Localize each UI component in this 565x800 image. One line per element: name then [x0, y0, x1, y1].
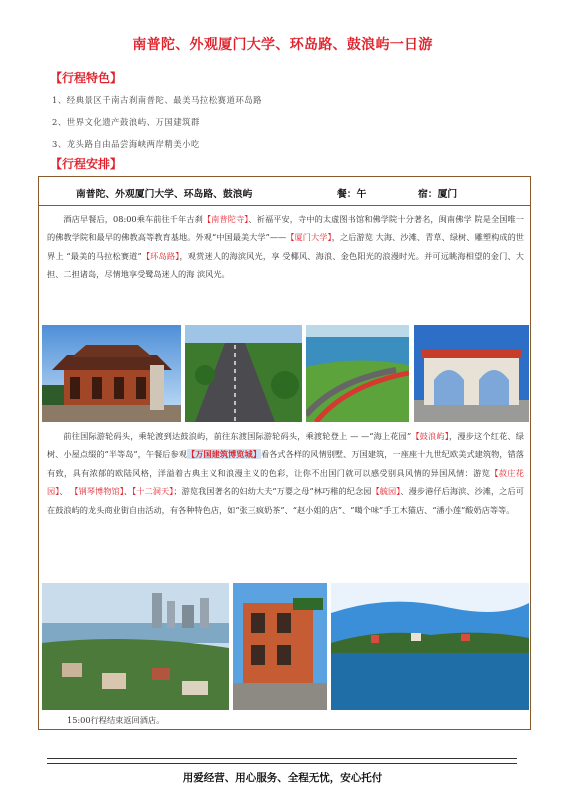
- coastal-road-photo: [185, 325, 302, 422]
- schedule-heading: 【行程安排】: [50, 157, 123, 171]
- itinerary-box: [38, 176, 531, 730]
- feature-item: 3、龙头路自由品尝海峡两岸精美小吃: [52, 139, 200, 149]
- paragraph-text: ，漫步这个红花、绿树、小屋点缀的“半等岛”，午餐后参观: [47, 431, 524, 460]
- highlighted-attraction: 【钢琴博物馆】: [70, 486, 124, 497]
- stay-info: 宿：厦门: [418, 189, 458, 200]
- paragraph-text: 、漫步港仔后海滨、沙滩，之后可在鼓浪屿的龙头商业街自由活动，有各种特色店，如“张三疯奶茶”、“赵小姐的店”、“噶个味”手工木猫店、“潘小莲”酸奶店等等。: [47, 486, 524, 515]
- paragraph-text: 、: [59, 486, 71, 497]
- itinerary-paragraph-afternoon: [47, 427, 524, 519]
- itinerary-paragraph-morning: [47, 210, 524, 284]
- highlighted-attraction: 【万国建筑博览城】: [186, 449, 261, 460]
- page-title: 南普陀、外观厦门大学、环岛路、鼓浪屿一日游: [132, 37, 433, 53]
- highlighted-attraction: 【菽庄花园】: [47, 467, 524, 497]
- feature-item: 2、世界文化遗产鼓浪屿、万国建筑群: [52, 117, 200, 127]
- highlighted-attraction: 【毓园】: [371, 486, 401, 497]
- end-note: 15:00行程结束返回酒店。: [67, 715, 165, 725]
- route-title: 南普陀、外观厦门大学、环岛路、鼓浪屿: [76, 189, 253, 200]
- paragraph-text: ，之后游览 大海、沙滩、青草、绿树、雕塑构成的世界上 “最美的马拉松赛道”: [47, 232, 524, 261]
- paragraph-text: ，观赏迷人的海滨风光，享 受椰风、海浪、金色阳光的浪漫时光。并可远眺海相望的金门、大担、二担诸岛，尽情地享受鹭岛迷人的海 滨风光。: [47, 250, 524, 280]
- colonial-building-photo: [233, 583, 327, 710]
- meal-info: 餐：午: [337, 189, 367, 200]
- paragraph-text: 酒店早餐后，08:00乘车前往千年古刹: [63, 214, 203, 224]
- footer-divider: [47, 758, 517, 764]
- highlighted-attraction: 【十二洞天】: [132, 486, 174, 497]
- highlighted-attraction: 【环岛路】: [141, 250, 180, 261]
- temple-photo: [42, 325, 181, 422]
- island-harbor-photo: [331, 583, 529, 710]
- highlighted-attraction: 【厦门大学】: [286, 232, 332, 243]
- seaside-boulevard-photo: [306, 325, 409, 422]
- highlighted-attraction: 【鼓浪屿】: [411, 431, 449, 441]
- city-skyline-photo: [42, 583, 229, 710]
- university-gate-photo: [414, 325, 529, 422]
- paragraph-text: 看各式各样的风情别墅、万国建筑，一座座十九世纪欧美式建筑物，错落有致，具有浓郁的欧陆风格，洋溢着古典主义和浪漫主义的色彩，让你不出国门就可以感受别具风情的异国风情：游览: [47, 449, 524, 478]
- itinerary-header: [39, 177, 530, 206]
- highlighted-attraction: 【南普陀寺】: [202, 214, 249, 224]
- feature-item: 1、经典景区千南古刹南普陀、最美马拉松赛道环岛路: [52, 95, 262, 105]
- features-heading: 【行程特色】: [50, 71, 123, 85]
- paragraph-text: 前往国际游轮码头，乘轮渡到达鼓浪屿，前往东渡国际游轮码头，乘渡轮登上 — —“海上花园”: [63, 431, 412, 441]
- footer-slogan: 用爱经营、用心服务、全程无忧，安心托付: [182, 772, 383, 784]
- paragraph-text: ；游览我国著名的妇幼大夫“万婴之母”林巧稚的纪念园: [173, 486, 372, 497]
- paragraph-text: 、: [123, 486, 133, 497]
- paragraph-text: 、祈福平安，寺中的太虚图书馆和佛学院十分著名，闽南佛学 院是全国唯一的佛教学院和最早的佛教高等教育基地。外观“中国最美大学”——: [47, 214, 524, 243]
